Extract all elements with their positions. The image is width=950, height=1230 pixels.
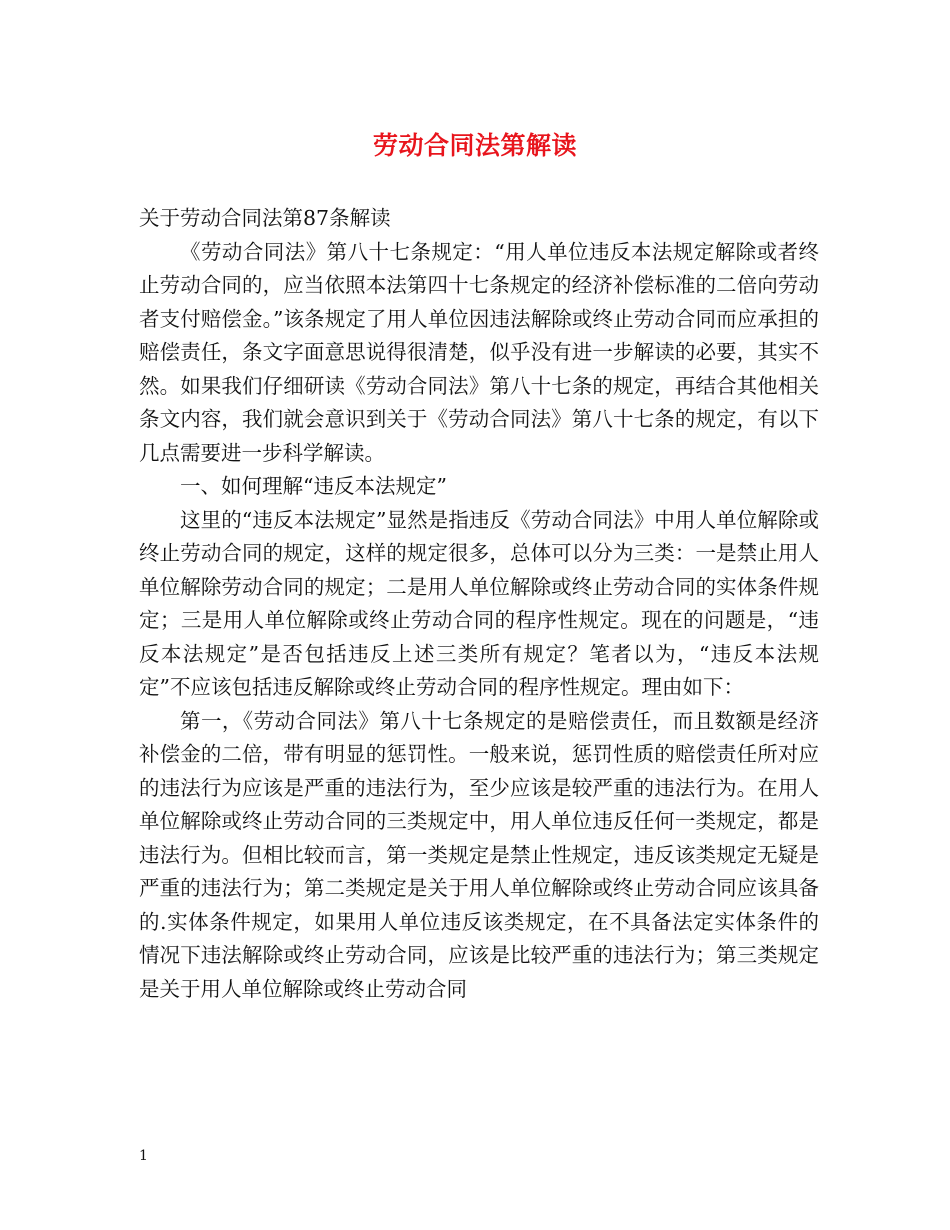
page-number: 1 (139, 1148, 148, 1164)
body-text (139, 202, 819, 1006)
paragraph: 这里的“违反本法规定”显然是指违反《劳动合同法》中用人单位解除或终止劳动合同的规定，这样的规定很多，总体可以分为三类：一是禁止用人单位解除劳动合同的规定；二是用人单位解除或终止劳动合同的实体条件规定；三是用人单位解除或终止劳动合同的程序性规定。现在的问题是，“违反本法规定”是否包括违反上述三类所有规定？笔者以为，“违反本法规定”不应该包括违反解除或终止劳动合同的程序性规定。理由如下： (139, 507, 819, 699)
page-title: 劳动合同法第解读 (372, 131, 577, 160)
subtitle-line: 关于劳动合同法第87条解读 (139, 206, 391, 230)
paragraph: 《劳动合同法》第八十七条规定：“用人单位违反本法规定解除或者终止劳动合同的，应当依照本法第四十七条规定的经济补偿标准的二倍向劳动者支付赔偿金。”该条规定了用人单位因违法解除或终止劳动合同而应承担的赔偿责任，条文字面意思说得很清楚，似乎没有进一步解读的必要，其实不然。如果我们仔细研读《劳动合同法》第八十七条的规定，再结合其他相关条文内容，我们就会意识到关于《劳动合同法》第八十七条的规定，有以下几点需要进一步科学解读。 (139, 239, 819, 465)
section-heading: 一、如何理解“违反本法规定” (180, 474, 447, 498)
paragraph: 第一，《劳动合同法》第八十七条规定的是赔偿责任，而且数额是经济补偿金的二倍，带有明显的惩罚性。一般来说，惩罚性质的赔偿责任所对应的违法行为应该是严重的违法行为，至少应该是较严重的违法行为。在用人单位解除或终止劳动合同的三类规定中，用人单位违反任何一类规定，都是违法行为。但相比较而言，第一类规定是禁止性规定，违反该类规定无疑是严重的违法行为；第二类规定是关于用人单位解除或终止劳动合同应该具备的.实体条件规定，如果用人单位违反该类规定，在不具备法定实体条件的情况下违法解除或终止劳动合同，应该是比较严重的违法行为；第三类规定是关于用人单位解除或终止劳动合同 (139, 708, 819, 1001)
